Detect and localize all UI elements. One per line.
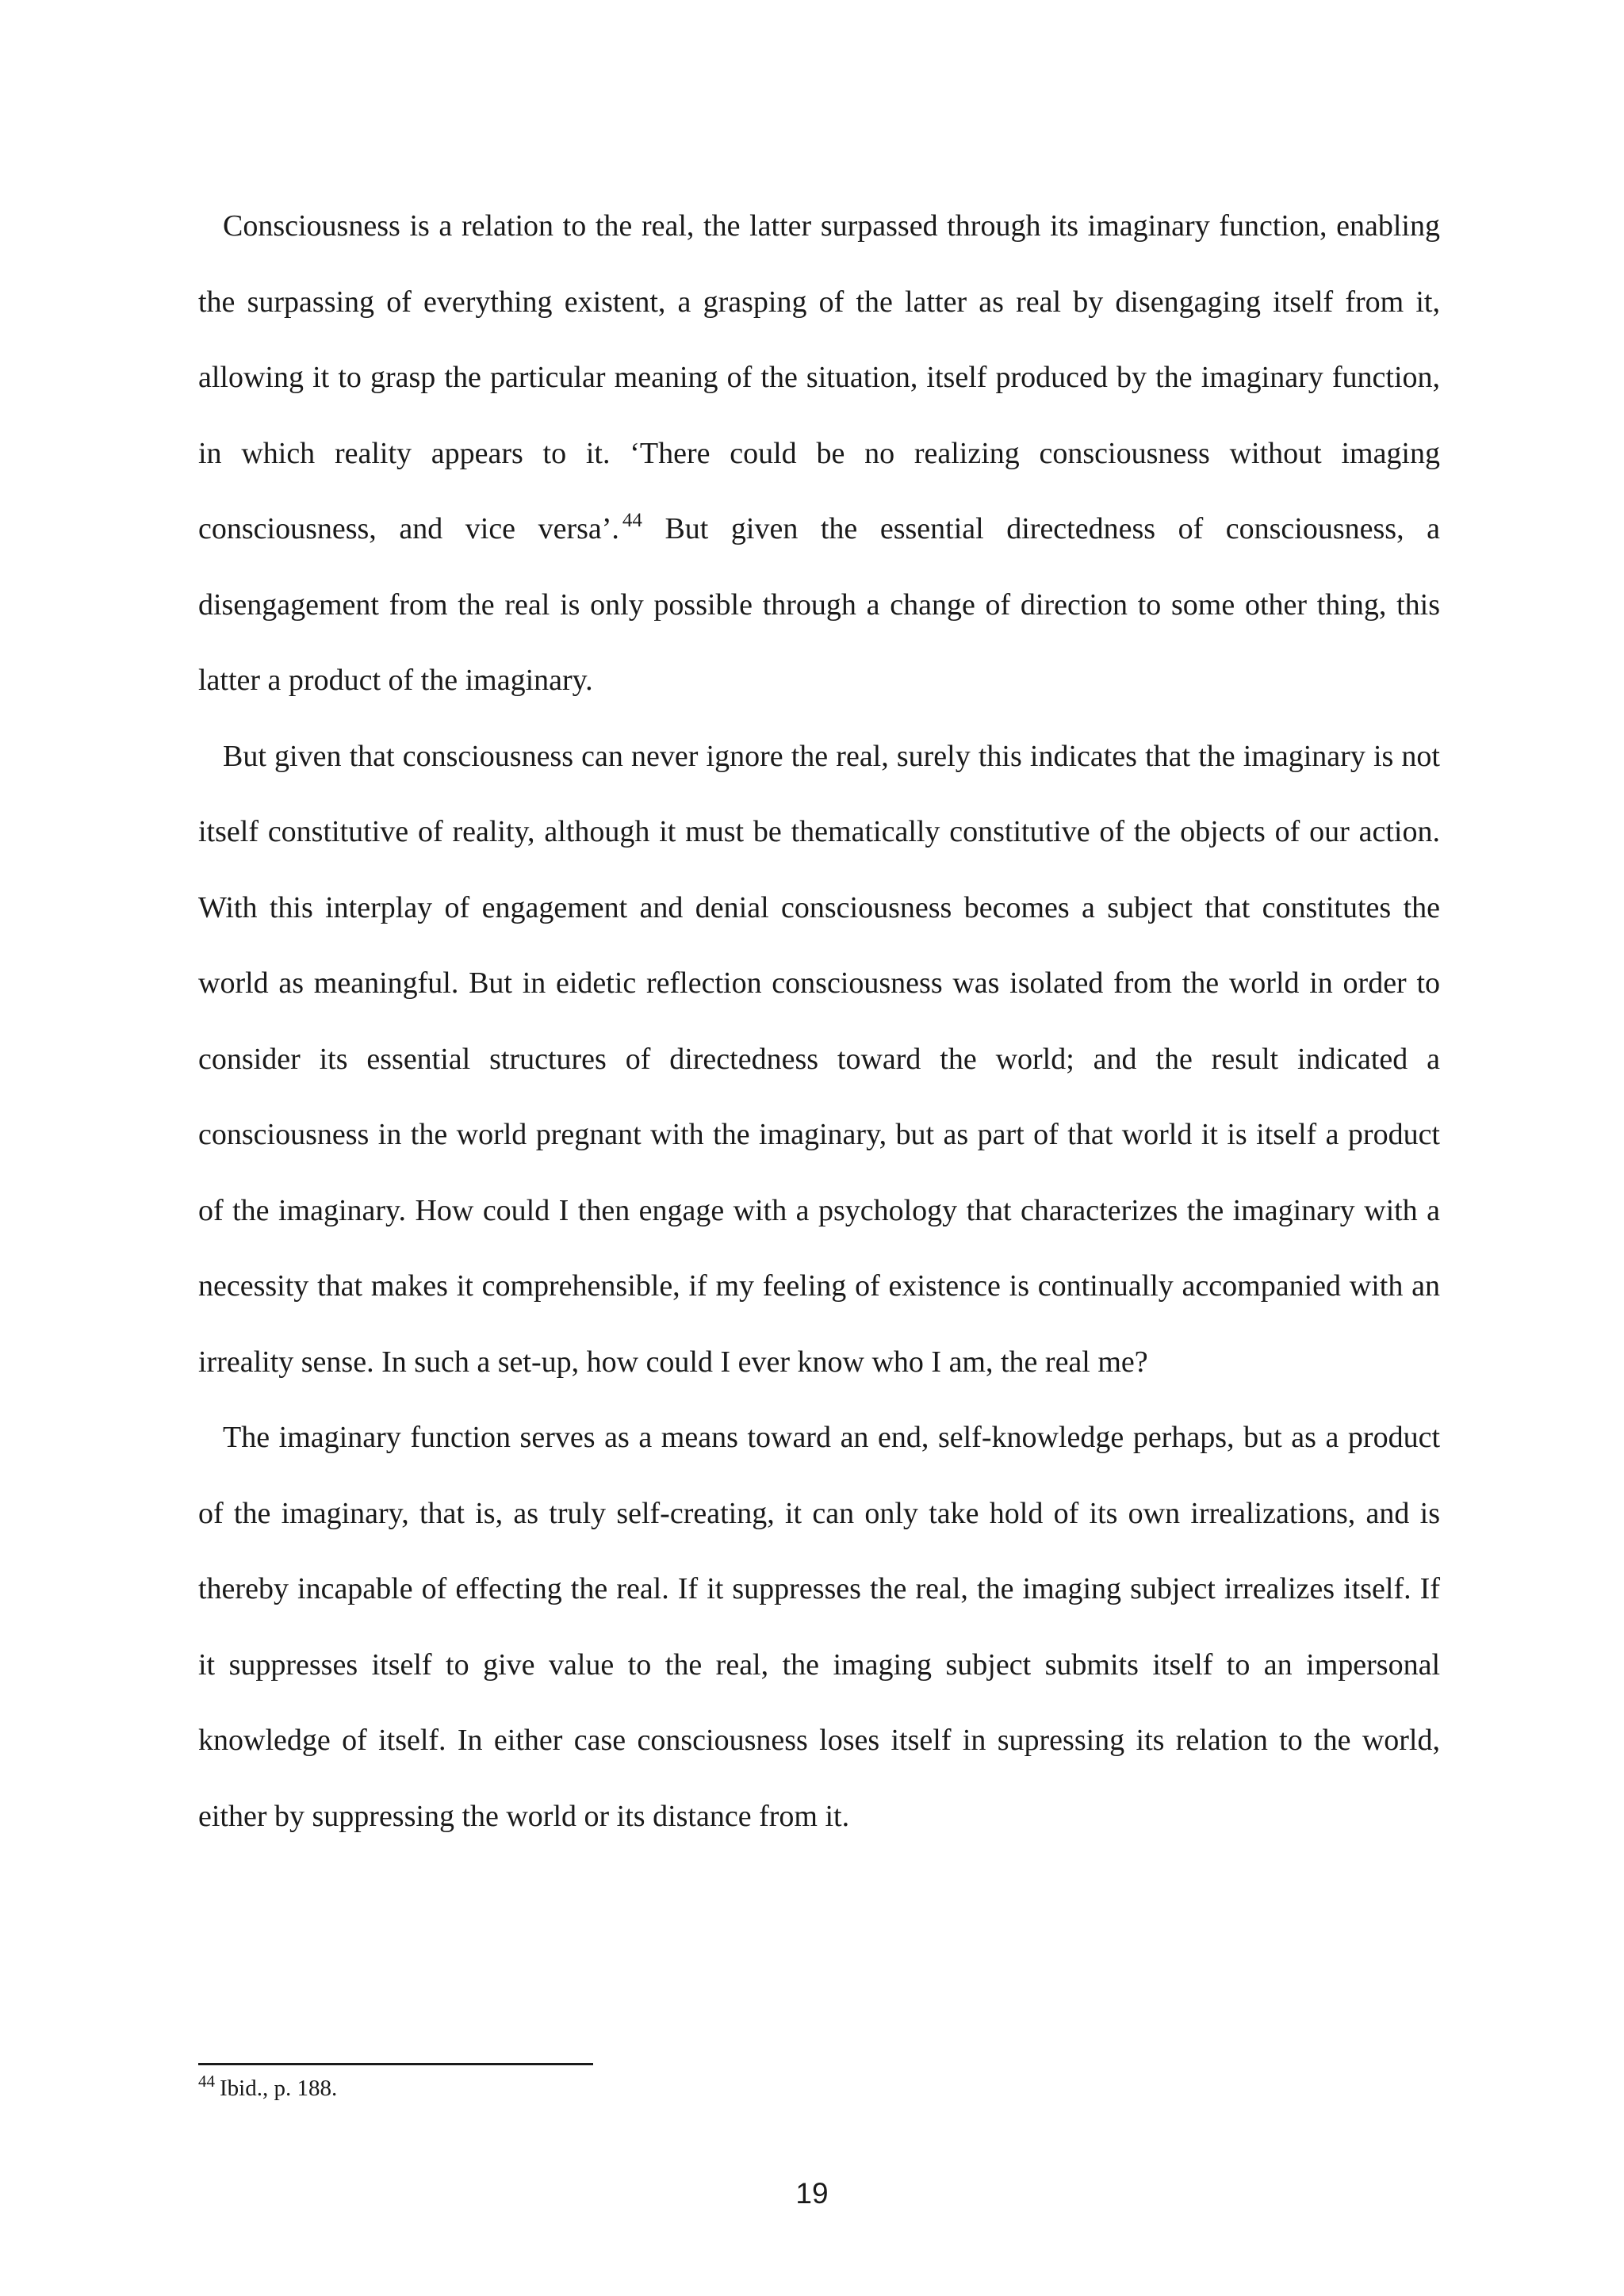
body-text: [198, 189, 1440, 1854]
paragraph-3: The imaginary function serves as a means toward an end, self-knowledge perhaps, but as a product of the imaginary, that is, as truly self-creating, it can only take hold of its own irrealizations, and is thereby incapable of effecting the real. If it suppresses the real, the imaging subject irrealizes itself. If it suppresses itself to give value to the real, the imaging subject submits itself to an impersonal knowledge of itself. In either case consciousness loses itself in supressing its relation to the world, either by suppressing the world or its distance from it.: [198, 1421, 1440, 1833]
paragraph-1-text-before-note: Consciousness is a relation to the real, the latter surpassed through its imaginary function, enabling the surpassing of everything existent, a grasping of the latter as real by disengaging itself from it, allowing it to grasp the particular meaning of the situation, itself produced by the imaginary function, in which reality appears to it. ‘There could be no realizing consciousness without imaging consciousness, and vice versa’.: [198, 209, 1440, 545]
footnote-text: Ibid., p. 188.: [220, 2076, 338, 2101]
footnote-separator: [198, 2063, 593, 2065]
footnote-mark: 44: [198, 2072, 215, 2091]
paragraph-2: But given that consciousness can never ignore the real, surely this indicates that the imaginary is not itself constitutive of reality, although it must be thematically constitutive of the objects of our action. With this interplay of engagement and denial consciousness becomes a subject that constitutes the world as meaningful. But in eidetic reflection consciousness was isolated from the world in order to consider its essential structures of directedness toward the world; and the result indicated a consciousness in the world pregnant with the imaginary, but as part of that world it is itself a product of the imaginary. How could I then engage with a psychology that characterizes the imaginary with a necessity that makes it comprehensible, if my feeling of existence is continually accompanied with an irreality sense. In such a set-up, how could I ever know who I am, the real me?: [198, 739, 1440, 1379]
page-number: 19: [795, 2177, 829, 2210]
footnote-reference-44[interactable]: 44: [622, 510, 642, 531]
footnote: [198, 2072, 337, 2104]
paragraph-1-text-after-note: But given the essential directedness of consciousness, a disengagement from the real is only possible through a change of direction to some other thing, this latter a product of the imaginary.: [198, 512, 1440, 697]
paragraph-1: [198, 189, 1440, 719]
